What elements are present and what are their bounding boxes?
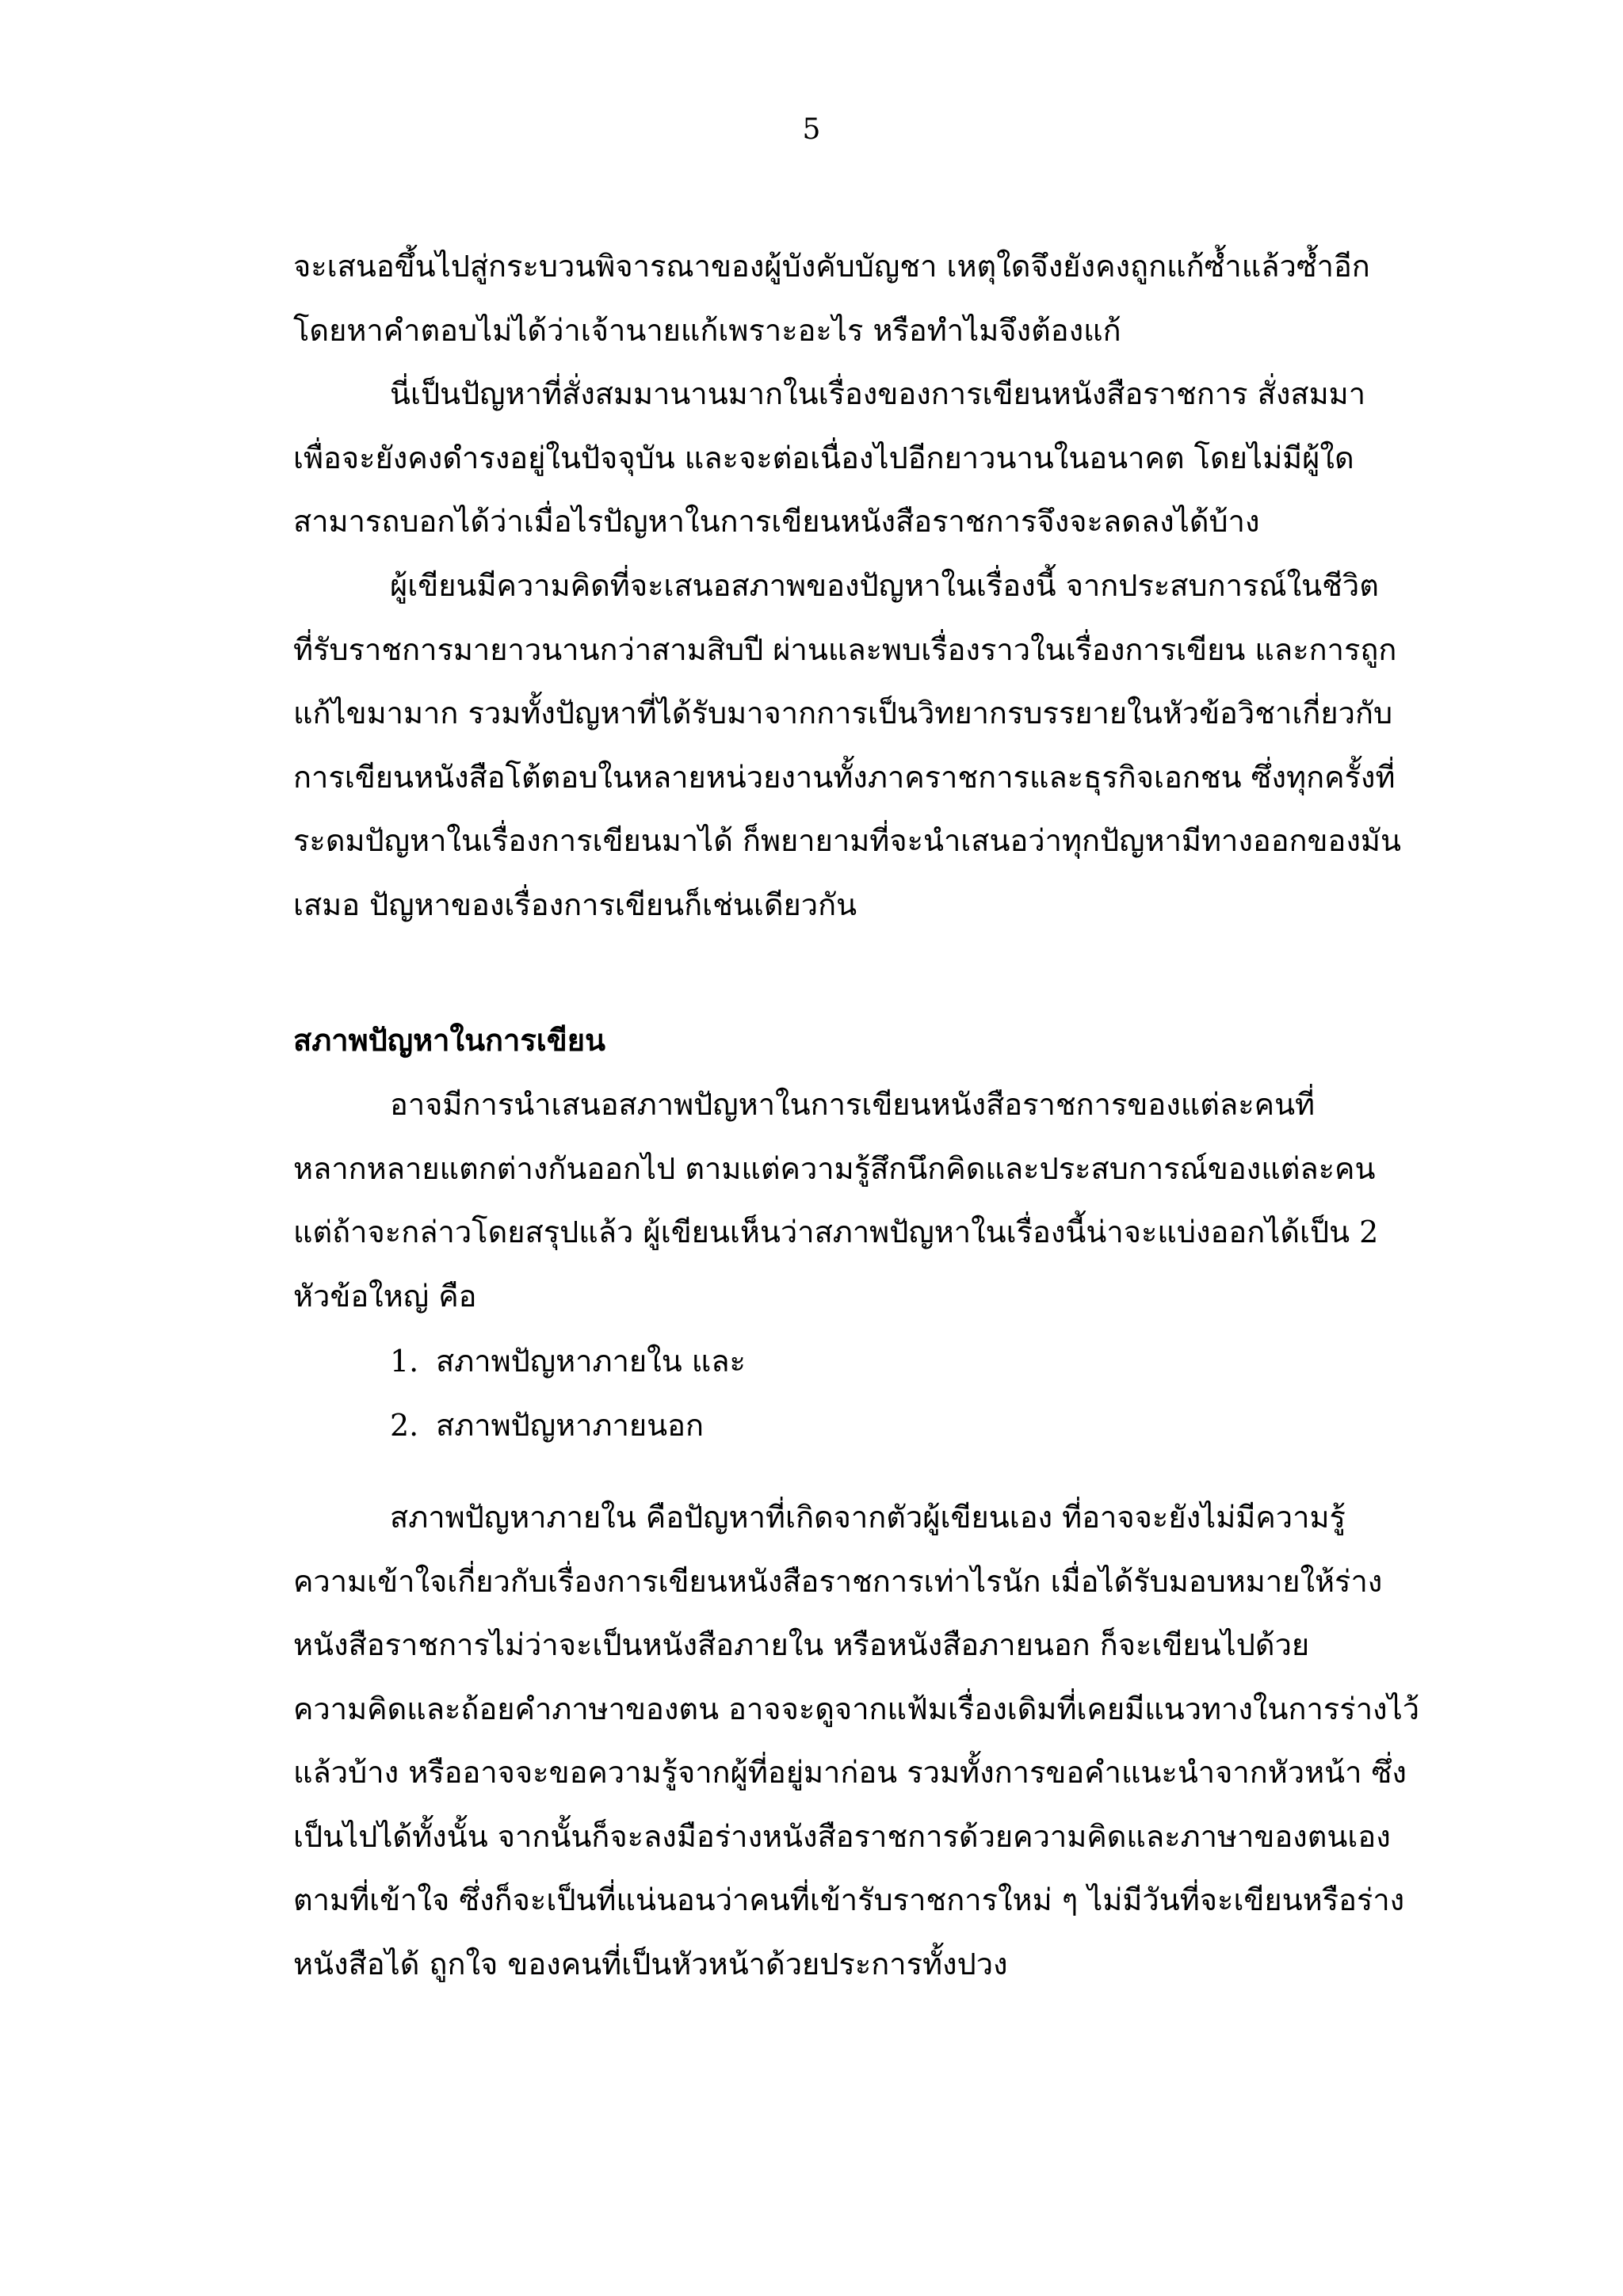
text-line: หัวข้อใหญ่ คือ (293, 1278, 477, 1314)
text-line: ระดมปัญหาในเรื่องการเขียนมาได้ ก็พยายามที่จะนำเสนอว่าทุกปัญหามีทางออกของมัน (293, 823, 1401, 858)
text-line: หลากหลายแตกต่างกันออกไป ตามแต่ความรู้สึกนึกคิดและประสบการณ์ของแต่ละคน (293, 1150, 1376, 1186)
text-line: ความเข้าใจเกี่ยวกับเรื่องการเขียนหนังสือราชการเท่าไรนัก เมื่อได้รับมอบหมายให้ร่าง (293, 1563, 1383, 1599)
list-text: สภาพปัญหาภายใน และ (436, 1344, 746, 1379)
list-item (293, 1394, 1426, 1458)
paragraph-1 (293, 235, 1426, 362)
paragraph-4 (293, 1073, 1426, 1328)
text-line: แล้วบ้าง หรืออาจจะขอความรู้จากผู้ที่อยู่มาก่อน รวมทั้งการขอคำแนะนำจากหัวหน้า ซึ่ง (293, 1755, 1407, 1790)
text-line: นี่เป็นปัญหาที่สั่งสมมานานมากในเรื่องของการเขียนหนังสือราชการ สั่งสมมา (390, 376, 1366, 411)
page-number: 5 (802, 113, 821, 146)
paragraph-3 (293, 554, 1426, 936)
text-line: อาจมีการนำเสนอสภาพปัญหาในการเขียนหนังสือราชการของแต่ละคนที่ (390, 1087, 1316, 1122)
text-line: การเขียนหนังสือโต้ตอบในหลายหน่วยงานทั้งภาคราชการและธุรกิจเอกชน ซึ่งทุกครั้งที่ (293, 759, 1396, 795)
text-line: เสมอ ปัญหาของเรื่องการเขียนก็เช่นเดียวกัน (293, 887, 857, 922)
text-line: ที่รับราชการมายาวนานกว่าสามสิบปี ผ่านและพบเรื่องราวในเรื่องการเขียน และการถูก (293, 631, 1397, 667)
list-number: 1. (390, 1344, 419, 1379)
text-line: ความคิดและถ้อยคำภาษาของตน อาจจะดูจากแฟ้มเรื่องเดิมที่เคยมีแนวทางในการร่างไว้ (293, 1691, 1420, 1726)
text-line: แก้ไขมามาก รวมทั้งปัญหาที่ได้รับมาจากการเป็นวิทยากรบรรยายในหัวข้อวิชาเกี่ยวกับ (293, 696, 1393, 730)
text-line: หนังสือราชการไม่ว่าจะเป็นหนังสือภายใน หรือหนังสือภายนอก ก็จะเขียนไปด้วย (293, 1627, 1310, 1662)
list-item (293, 1329, 1426, 1394)
text-line: ตามที่เข้าใจ ซึ่งก็จะเป็นที่แน่นอนว่าคนที่เข้ารับราชการใหม่ ๆ ไม่มีวันที่จะเขียนหรือร่าง (293, 1882, 1405, 1917)
text-line: เป็นไปได้ทั้งนั้น จากนั้นก็จะลงมือร่างหนังสือราชการด้วยความคิดและภาษาของตนเอง (293, 1818, 1391, 1854)
section-heading: สภาพปัญหาในการเขียน (293, 1022, 606, 1058)
text-line: สภาพปัญหาภายใน คือปัญหาที่เกิดจากตัวผู้เขียนเอง ที่อาจจะยังไม่มีความรู้ (390, 1500, 1346, 1535)
text-line: โดยหาคำตอบไม่ได้ว่าเจ้านายแก้เพราะอะไร หรือทำไมจึงต้องแก้ (293, 312, 1121, 348)
text-line: สามารถบอกได้ว่าเมื่อไรปัญหาในการเขียนหนังสือราชการจึงจะลดลงได้บ้าง (293, 504, 1260, 539)
list-number: 2. (390, 1407, 419, 1443)
text-line: เพื่อจะยังคงดำรงอยู่ในปัจจุบัน และจะต่อเนื่องไปอีกยาวนานในอนาคต โดยไม่มีผู้ใด (293, 440, 1354, 475)
text-line: หนังสือได้ ถูกใจ ของคนที่เป็นหัวหน้าด้วยประการทั้งปวง (293, 1946, 1008, 1981)
text-line: จะเสนอขึ้นไปสู่กระบวนพิจารณาของผู้บังคับบัญชา เหตุใดจึงยังคงถูกแก้ซ้ำแล้วซ้ำอีก (293, 249, 1370, 284)
text-line: ผู้เขียนมีความคิดที่จะเสนอสภาพของปัญหาในเรื่องนี้ จากประสบการณ์ในชีวิต (390, 568, 1379, 603)
text-line: แต่ถ้าจะกล่าวโดยสรุปแล้ว ผู้เขียนเห็นว่าสภาพปัญหาในเรื่องนี้น่าจะแบ่งออกได้เป็น 2 (293, 1215, 1379, 1249)
paragraph-5 (293, 1486, 1426, 1996)
list-text: สภาพปัญหาภายนอก (436, 1407, 704, 1443)
numbered-list (293, 1329, 1426, 1457)
paragraph-2 (293, 362, 1426, 554)
